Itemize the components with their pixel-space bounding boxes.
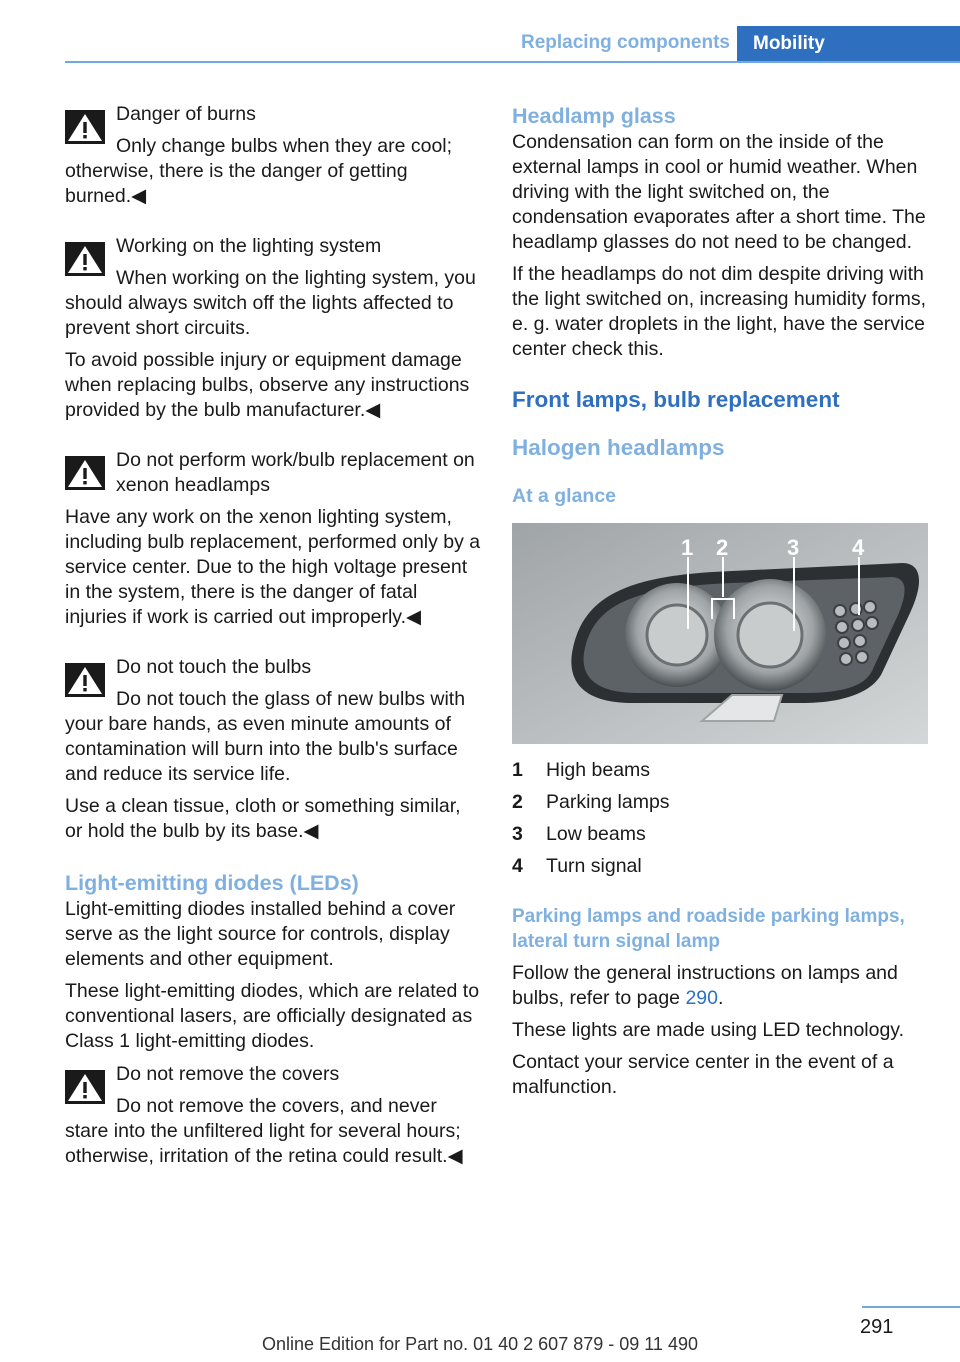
headlamp-illustration [512, 523, 928, 744]
warning-lighting-system [65, 234, 483, 423]
warning-triangle-icon [65, 1070, 105, 1104]
section-heading-headlamp-glass: Headlamp glass [512, 104, 676, 128]
warning-body: Only change bulbs when they are cool; otherwise, there is the danger of getting burned.◀ [65, 135, 453, 207]
warning-triangle-icon [65, 456, 105, 490]
warning-xenon [65, 448, 483, 630]
warning-body-2: To avoid possible injury or equipment damage when replacing bulbs, observe any instructions provided by the bulb manufacturer.◀ [65, 349, 470, 421]
section-heading-leds: Light-emitting diodes (LEDs) [65, 871, 359, 895]
warning-title: Working on the lighting system [116, 235, 382, 257]
warning-body: Have any work on the xenon lighting system, including bulb replacement, performed only by a service center. Due to the high voltage present in the system, there is the danger of fatal injuries if work is carried out improperly.◀ [65, 506, 481, 628]
section-heading-parking-lamps: Parking lamps and roadside parking lamps, lateral turn signal lamp [512, 906, 905, 952]
right-column [512, 102, 930, 1107]
warning-body: When working on the lighting system, you should always switch off the lights affected to prevent short circuits. [65, 267, 476, 339]
page-number-rule [862, 1306, 960, 1308]
parking-text-end: . [718, 987, 724, 1009]
header-rule [65, 61, 960, 63]
parking-text: Follow the general instructions on lamps and bulbs, refer to page [512, 962, 898, 1009]
warning-title: Do not remove the covers [116, 1063, 340, 1085]
figure-legend [512, 758, 930, 879]
warning-triangle-icon [65, 242, 105, 276]
warning-title: Danger of burns [116, 103, 256, 125]
parking-paragraph-2: These lights are made using LED technology. [512, 1019, 905, 1041]
parking-paragraph-1 [512, 961, 930, 1011]
legend-item [512, 854, 930, 879]
warning-burns [65, 102, 483, 209]
warning-body-2: Use a clean tissue, cloth or something similar, or hold the bulb by its base.◀ [65, 795, 461, 842]
page-reference-link[interactable]: 290 [685, 987, 718, 1009]
warning-covers [65, 1062, 483, 1169]
section-heading-halogen: Halogen headlamps [512, 435, 725, 460]
page-number: 291 [860, 1316, 894, 1338]
legend-label: Turn signal [546, 855, 642, 877]
warning-body: Do not remove the covers, and never stare into the unfiltered light for several hours; otherwise, irritation of the retina could result.◀ [65, 1095, 463, 1167]
parking-paragraph-3: Contact your service center in the event of a malfunction. [512, 1051, 894, 1098]
warning-triangle-icon [65, 110, 105, 144]
legend-item [512, 758, 930, 783]
glass-paragraph-2: If the headlamps do not dim despite driving with the light switched on, increasing humidity forms, e. g. water droplets in the light, have the service center check this. [512, 263, 927, 360]
figure-label-3: 3 [787, 535, 800, 560]
warning-title: Do not touch the bulbs [116, 656, 312, 678]
warning-title: Do not perform work/bulb replacement on xenon headlamps [116, 449, 475, 496]
warning-touch-bulbs [65, 655, 483, 844]
legend-number: 1 [512, 759, 523, 781]
headlamp-figure [512, 523, 928, 744]
legend-number: 2 [512, 791, 523, 813]
left-column [65, 102, 483, 1176]
warning-body: Do not touch the glass of new bulbs with your bare hands, as even minute amounts of contamination will burn into the bulb's surface and reduce its service life. [65, 688, 466, 785]
legend-number: 4 [512, 855, 523, 877]
legend-label: High beams [546, 759, 651, 781]
legend-label: Low beams [546, 823, 646, 845]
legend-number: 3 [512, 823, 523, 845]
legend-item [512, 822, 930, 847]
edition-footer: Online Edition for Part no. 01 40 2 607 879 - 09 11 490 [262, 1334, 698, 1354]
warning-triangle-icon [65, 663, 105, 697]
glass-paragraph-1: Condensation can form on the inside of the external lamps in cool or humid weather. When driving with the light switched on, the condensation evaporates after a short time. The headlamp glasses do not need to be changed. [512, 131, 926, 253]
header-chapter-tab[interactable]: Mobility [737, 26, 960, 61]
figure-label-1: 1 [681, 535, 694, 560]
leds-paragraph-2: These light-emitting diodes, which are related to conventional lasers, are officially designated as Class 1 light-emitting diodes. [65, 980, 480, 1052]
legend-item [512, 790, 930, 815]
figure-label-2: 2 [716, 535, 729, 560]
legend-label: Parking lamps [546, 791, 670, 813]
section-heading-at-a-glance: At a glance [512, 485, 617, 507]
leds-paragraph-1: Light-emitting diodes installed behind a cover serve as the light source for controls, display elements and other equipment. [65, 898, 456, 970]
header-section-title: Replacing components [520, 32, 730, 53]
section-heading-front-lamps: Front lamps, bulb replacement [512, 387, 840, 412]
figure-label-4: 4 [852, 535, 865, 560]
